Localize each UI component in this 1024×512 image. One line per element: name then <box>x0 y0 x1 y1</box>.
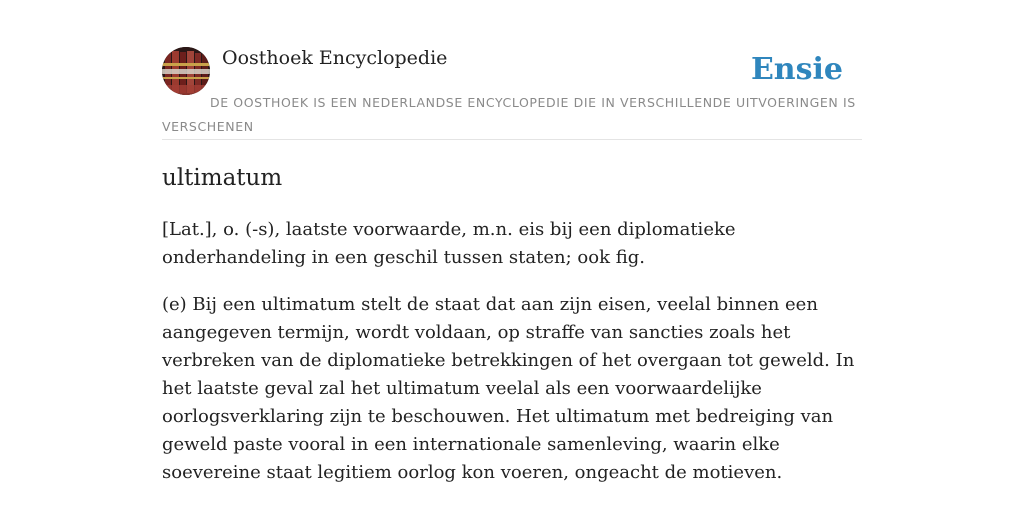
ensie-logo-link[interactable]: Ensie <box>750 52 843 87</box>
site-description: DE OOSTHOEK IS EEN NEDERLANDSE ENCYCLOPEDIE DIE IN VERSCHILLENDE UITVOERINGEN IS VERSCHENEN <box>162 95 856 134</box>
site-header <box>162 46 862 140</box>
site-title[interactable]: Oosthoek Encyclopedie <box>222 47 448 69</box>
encyclopedia-books-icon[interactable] <box>162 47 210 95</box>
entry-title: ultimatum <box>162 165 283 191</box>
entry-paragraph: (e) Bij een ultimatum stelt de staat dat aan zijn eisen, veelal binnen een aangegeven termijn, wordt voldaan, op straffe van sancties zoals het verbreken van de diplomatieke betrekkingen of het overgaan tot geweld. In het laatste geval zal het ultimatum veelal als een voorwaardelijke oorlogsverklaring zijn te beschouwen. Het ultimatum met bedreiging van geweld paste vooral in een internationale samenleving, waarin elke soevereine staat legitiem oorlog kon voeren, ongeacht de motieven. <box>162 294 855 483</box>
entry-paragraph: [Lat.], o. (-s), laatste voorwaarde, m.n. eis bij een diplomatieke onderhandeling in een geschil tussen staten; ook fig. <box>162 219 736 268</box>
entry-body <box>162 216 867 506</box>
